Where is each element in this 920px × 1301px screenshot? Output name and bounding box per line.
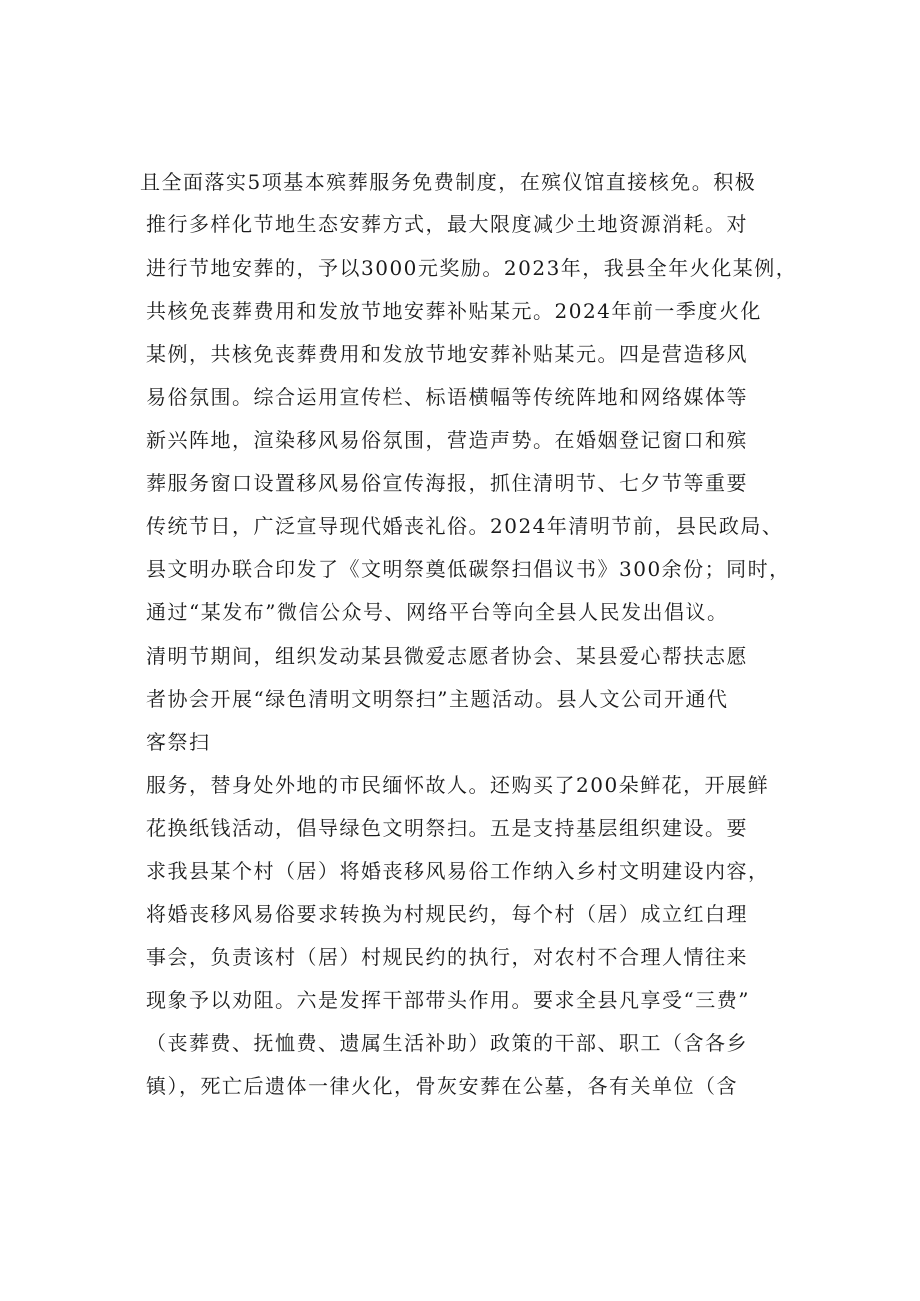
text-line-19: 事会，负责该村（居）村规民约的执行，对农村不合理人情往来 [146, 945, 748, 969]
text-line-13: 者协会开展“绿色清明文明祭扫”主题活动。县人文公司开通代 [146, 687, 729, 711]
text-line-3: 进行节地安葬的，予以3000元奖励。2023年，我县全年火化某例， [146, 256, 798, 280]
text-line-21: （丧葬费、抚恤费、遗属生活补助）政策的干部、职工（含各乡 [146, 1031, 748, 1055]
text-line-22: 镇），死亡后遗体一律火化，骨灰安葬在公墓，各有关单位（含 [146, 1074, 738, 1098]
text-line-18: 将婚丧移风易俗要求转换为村规民约，每个村（居）成立红白理 [146, 902, 748, 926]
text-line-7: 新兴阵地，渲染移风易俗氛围，营造声势。在婚姻登记窗口和殡 [146, 428, 748, 452]
text-line-17: 求我县某个村（居）将婚丧移风易俗工作纳入乡村文明建设内容， [146, 859, 770, 883]
text-line-10: 县文明办联合印发了《文明祭奠低碳祭扫倡议书》300余份；同时， [146, 557, 791, 581]
text-line-8: 葬服务窗口设置移风易俗宣传海报，抓住清明节、七夕节等重要 [146, 471, 748, 495]
text-line-6: 易俗氛围。综合运用宣传栏、标语横幅等传统阵地和网络媒体等 [146, 385, 748, 409]
text-line-1: 且全面落实5项基本殡葬服务免费制度，在殡仪馆直接核免。积极 [140, 170, 757, 194]
text-line-9: 传统节日，广泛宣导现代婚丧礼俗。2024年清明节前，县民政局、 [146, 514, 784, 538]
text-line-14: 客祭扫 [146, 730, 211, 754]
text-line-20: 现象予以劝阻。六是发挥干部带头作用。要求全县凡享受“三费” [146, 988, 750, 1012]
text-line-12: 清明节期间，组织发动某县微爱志愿者协会、某县爱心帮扶志愿 [146, 644, 748, 668]
text-line-2: 推行多样化节地生态安葬方式，最大限度减少土地资源消耗。对 [146, 212, 748, 236]
text-line-16: 花换纸钱活动，倡导绿色文明祭扫。五是支持基层组织建设。要 [146, 816, 748, 840]
text-line-5: 某例，共核免丧葬费用和发放节地安葬补贴某元。四是营造移风 [146, 342, 748, 366]
text-line-15: 服务，替身处外地的市民缅怀故人。还购买了200朵鲜花，开展鲜 [146, 773, 770, 797]
text-line-4: 共核免丧葬费用和发放节地安葬补贴某元。2024年前一季度火化 [146, 299, 762, 323]
text-line-11: 通过“某发布”微信公众号、网络平台等向全县人民发出倡议。 [146, 600, 729, 624]
